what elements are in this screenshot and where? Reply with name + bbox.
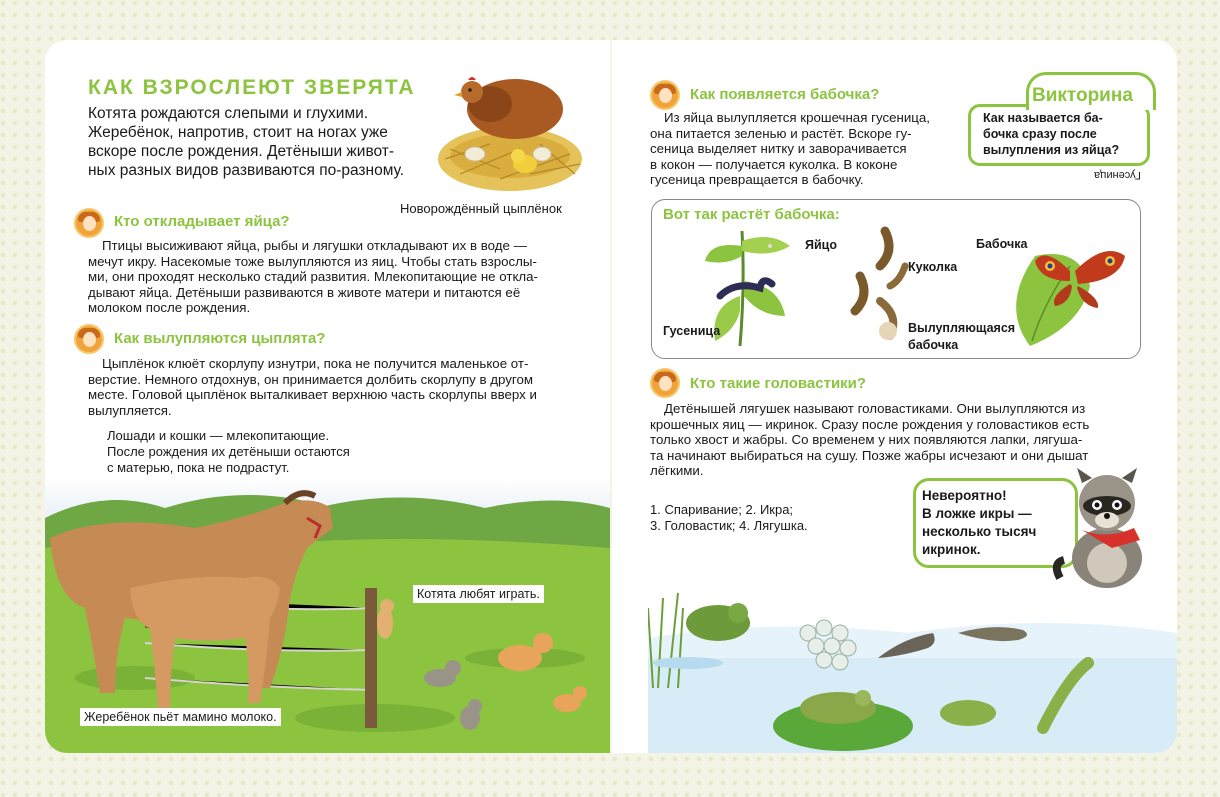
text-line: вылупляется. [88,402,172,418]
frog-legend [650,502,808,534]
section-text [88,356,588,418]
text-line: ми, они проходят несколько стадий развития. Млекопитающие не откла- [88,269,538,284]
text-line: с матерью, пока не подрастут. [107,460,290,475]
text-line: только хвост и жабры. Со временем у них появляются лапки, лягуша- [650,432,1083,447]
text-line: Цыплёнок клюёт скорлупу изнутри, пока не получится маленькое от- [102,356,529,371]
text-line: Птицы высиживают яйца, рыбы и лягушки откладывают их в воде — [102,238,527,253]
intro-line: Котята рождаются слепыми и глухими. [88,105,369,122]
text-line: 3. Головастик; 4. Лягушка. [650,518,808,533]
section-text [650,110,950,188]
label-hatching-butterfly [908,320,1015,354]
text-line: лёгкими. [650,463,704,478]
section-text [650,401,1150,479]
quiz-title: Викторина [1032,85,1133,106]
page-title: КАК ВЗРОСЛЕЮТ ЗВЕРЯТА [88,76,416,99]
text-line: Вылупляющаяся [908,321,1016,335]
text-line: После рождения их детёныши остаются [107,444,350,459]
text-line: верстие. Немного отдохнув, он принимается долбить скорлупу в другом [88,371,534,387]
text-line: В ложке икры — [922,506,1032,521]
section-title: Как вылупляются цыплята? [114,330,326,347]
text-line: Из яйца вылупляется крошечная гусеница, [664,110,930,125]
girl-avatar-icon [650,80,680,110]
section-title: Кто откладывает яйца? [114,213,290,230]
quiz-question [983,110,1119,158]
label-pupa: Куколка [908,260,958,274]
hen-illustration [430,64,590,199]
fact-text [922,487,1036,559]
section-text [88,238,588,316]
section-title: Как появляется бабочка? [690,86,880,103]
intro-line: ных разных видов развиваются по-разному. [88,162,405,179]
text-line: мечут икру. Насекомые тоже вылупляются из яиц. Чтобы стать взрослы- [88,253,537,269]
text-line: бабочка [908,338,959,352]
text-line: сеница выделяет нитку и заворачивается [650,141,907,156]
text-line: крошечных яиц — икринок. Сразу после рождения у головастиков есть [650,416,1090,432]
text-line: в кокон — получается куколка. В коконе [650,156,898,172]
intro-line: Жеребёнок, напротив, стоит на ногах уже [88,124,388,141]
intro-line: вскоре после рождения. Детёныши живот- [88,143,395,160]
text-line: Невероятно! [922,488,1007,503]
text-line: Как называется ба- [983,111,1103,125]
text-line: несколько тысяч [922,524,1037,539]
quiz-answer: Гусеница [1094,169,1141,181]
lifecycle-title: Вот так растёт бабочка: [663,206,840,223]
text-line: икринок. [922,542,981,557]
text-line: Лошади и кошки — млекопитающие. [107,428,330,443]
text-line: молоком после рождения. [88,300,251,315]
text-line: дывают яйца. Детёныши развиваются в животе матери и питаются её [88,284,521,300]
text-line: месте. Головой цыплёнок выталкивает верхнюю часть скорлупы вверх и [88,387,537,402]
chick-caption: Новорождённый цыплёнок [400,201,562,216]
foal-caption: Жеребёнок пьёт мамино молоко. [80,708,281,726]
text-line: бочка сразу после [983,127,1097,141]
intro-text [88,104,418,180]
label-egg: Яйцо [805,238,837,252]
text-line: та начинают выбираться на сушу. Позже жабры исчезают и они дышат [650,447,1089,463]
girl-avatar-icon [74,324,104,354]
section-title: Кто такие головастики? [690,375,867,392]
kittens-caption: Котята любят играть. [413,585,544,603]
pond-illustration [648,578,1177,753]
label-butterfly: Бабочка [976,237,1028,251]
label-caterpillar: Гусеница [663,324,721,338]
raccoon-mascot [1052,468,1160,590]
text-line: вылупления из яйца? [983,143,1120,157]
text-line: Детёнышей лягушек называют головастиками. Они вылупляются из [664,401,1086,416]
note-text [107,428,350,476]
text-line: она питается зеленью и растёт. Вскоре гу- [650,125,912,141]
text-line: гусеница превращается в бабочку. [650,172,864,187]
girl-avatar-icon [74,208,104,238]
girl-avatar-icon [650,368,680,398]
text-line: 1. Спаривание; 2. Икра; [650,502,794,517]
